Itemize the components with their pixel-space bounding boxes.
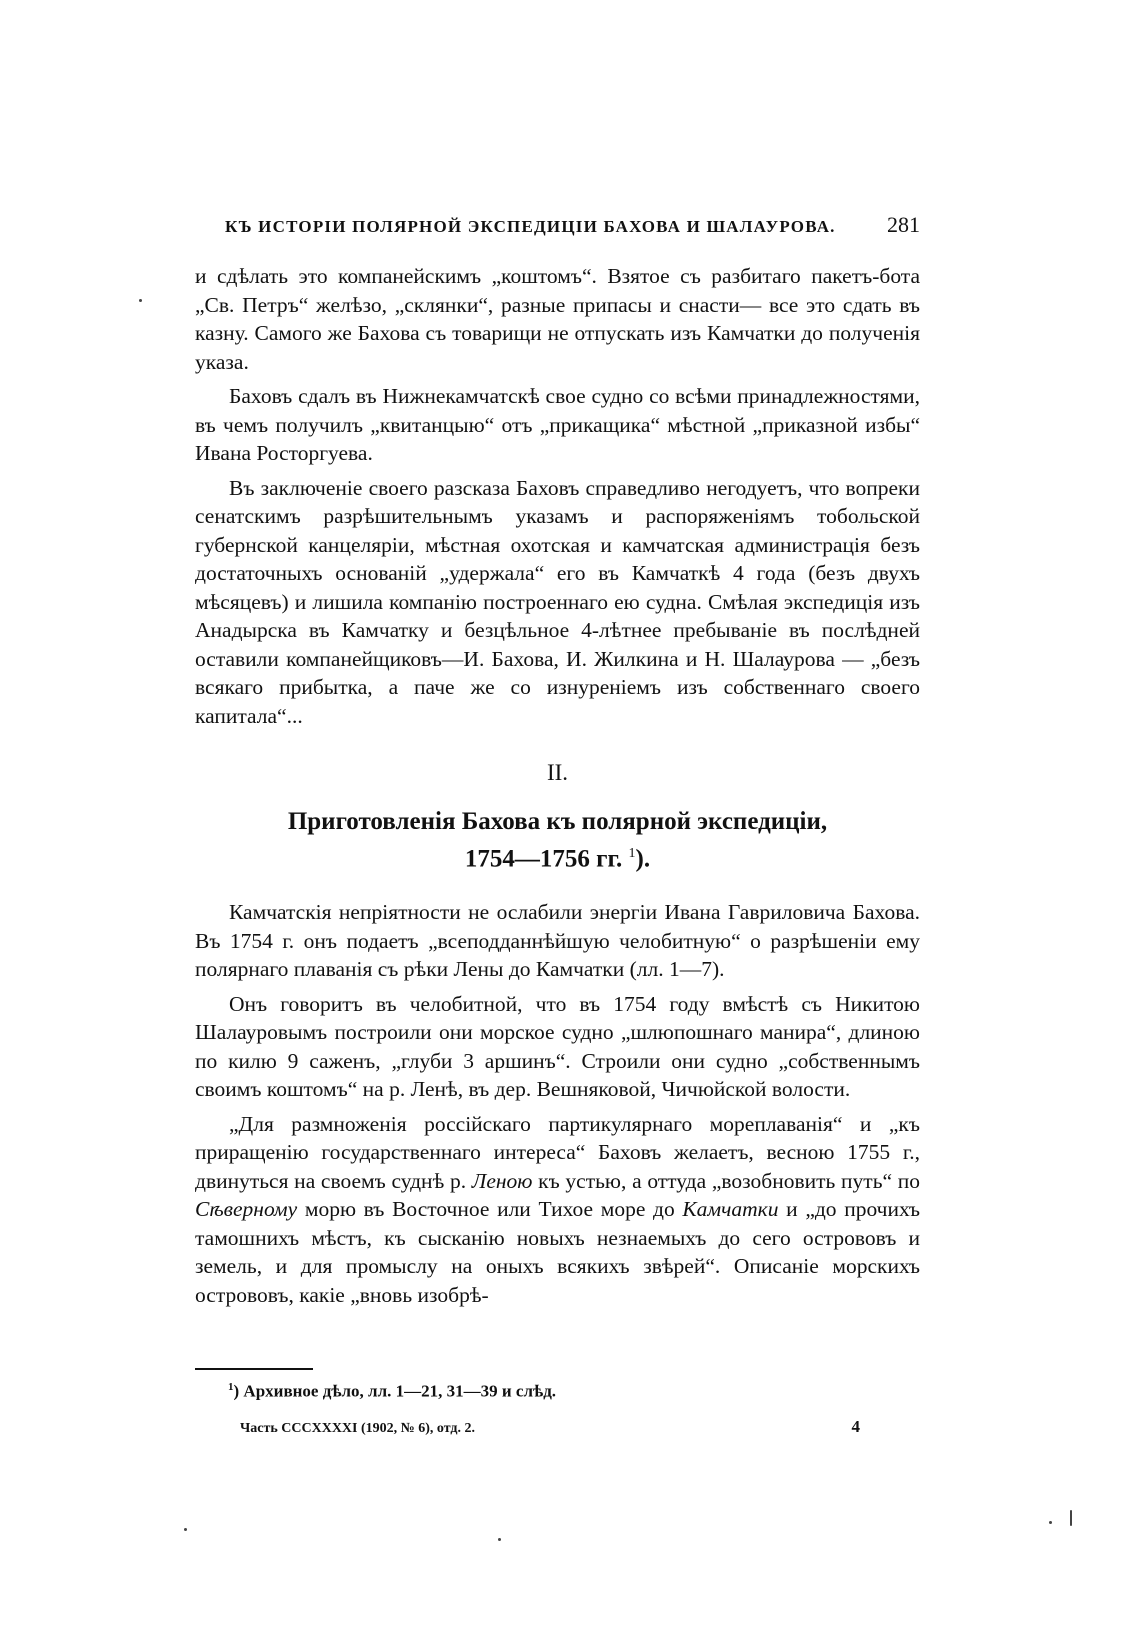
scan-speck xyxy=(184,1528,187,1531)
signature-mark: 4 xyxy=(851,1417,860,1436)
italic-severnomu: Сѣверному xyxy=(195,1197,298,1221)
paragraph-5: Онъ говоритъ въ челобитной, что въ 1754 году вмѣстѣ съ Никитою Шалауровымъ построили они морское судно „шлюпошнаго манира“, длиною по килю 9 саженъ, „глуби 3 аршинъ“. Строили они судно „собственнымъ своимъ коштомъ“ на р. Ленѣ, въ дер. Вешняковой, Чичюйской волости. xyxy=(195,991,920,1101)
paragraph-6 xyxy=(195,1110,920,1310)
section-numeral: II. xyxy=(546,760,569,785)
paragraph-6-part-a: „Для размноженія россійскаго партикулярнаго мореплаванія“ и „къ приращенію государственнаго интереса“ Баховъ желаетъ, весною 1755 г., двинуться на своемъ суднѣ р. xyxy=(195,1111,920,1193)
running-title: КЪ ИСТОРІИ ПОЛЯРНОЙ ЭКСПЕДИЦІИ БАХОВА И ШАЛАУРОВА. xyxy=(225,217,836,236)
section-title-close: ). xyxy=(635,845,651,873)
footnote-rule xyxy=(195,1368,313,1370)
scan-speck xyxy=(1049,1521,1052,1524)
running-head xyxy=(225,212,920,238)
paragraph-1: и сдѣлать это компанейскимъ „коштомъ“. Взятое съ разбитаго пакетъ-бота „Св. Петръ“ желѣзо, „склянки“, разные припасы и снасти— все это сдать въ казну. Самого же Бахова съ товарищи не отпускать изъ Камчатки до полученія указа. xyxy=(195,264,920,374)
paragraph-6-part-d: и „до прочихъ тамошнихъ мѣстъ, къ сысканію новыхъ незнаемыхъ до сего острововъ и земель, и для промыслу на оныхъ всякихъ звѣрей“. Описаніе морскихъ острововъ, какіе „вновь изобрѣ- xyxy=(195,1197,921,1307)
signature-line xyxy=(240,1417,860,1437)
italic-lena: Леною xyxy=(471,1168,533,1193)
paragraph-6-part-b: къ устью, а оттуда „возобновить путь“ по xyxy=(538,1168,920,1193)
section-title-line2 xyxy=(195,838,920,875)
footnote-ref: 1 xyxy=(628,846,636,861)
footnote xyxy=(228,1381,556,1402)
scan-speck xyxy=(498,1538,501,1541)
paragraph-3: Въ заключеніе своего разсказа Баховъ справедливо негодуетъ, что вопреки сенатскимъ разрѣшительнымъ указамъ и распоряженіямъ тобольской губернской канцеляріи, мѣстная охотская и камчатская администрація безъ достаточныхъ основаній „удержала“ его въ Камчаткѣ 4 года (безъ двухъ мѣсяцевъ) и лишила компанію построеннаго ею судна. Смѣлая экспедиція изъ Анадырска въ Камчатку и безцѣльное 4-лѣтнее пребываніе въ послѣдней оставили компанейщиковъ—И. Бахова, И. Жилкина и Н. Шалаурова — „безъ всякаго прибытка, а паче же со изнуреніемъ изъ собственнаго своего капитала“... xyxy=(195,475,920,728)
section-title-line1: Приготовленія Бахова къ полярной экспедиціи, xyxy=(287,808,828,835)
section1-body xyxy=(195,262,920,736)
paragraph-2: Баховъ сдалъ въ Нижнекамчатскѣ свое судно со всѣми принадлежностями, въ чемъ получилъ „квитанцыю“ отъ „прикащика“ мѣстной „приказной избы“ Ивана Росторгуева. xyxy=(195,384,920,465)
section2-body xyxy=(195,898,920,1315)
section-title xyxy=(195,806,920,875)
footnote-text: ) Архивное дѣло, лл. 1—21, 31—39 и слѣд. xyxy=(233,1381,557,1401)
italic-kamchatki: Камчатки xyxy=(682,1197,779,1221)
page-number: 281 xyxy=(887,212,920,237)
footnote-marker: 1 xyxy=(228,1381,234,1393)
section-title-years: 1754—1756 гг. xyxy=(464,845,623,873)
scan-speck xyxy=(139,299,142,302)
scan-speck xyxy=(1070,1510,1072,1526)
signature-text: Часть CCCXXXXI (1902, № 6), отд. 2. xyxy=(240,1421,475,1436)
paragraph-4: Камчатскія непріятности не ослабили энергіи Ивана Гавриловича Бахова. Въ 1754 г. онъ подаетъ „всеподданнѣйшую челобитную“ о разрѣшеніи ему полярнаго плаванія съ рѣки Лены до Камчатки (лл. 1—7). xyxy=(195,900,920,981)
paragraph-6-part-c: морю въ Восточное или Тихое море до xyxy=(304,1197,675,1221)
